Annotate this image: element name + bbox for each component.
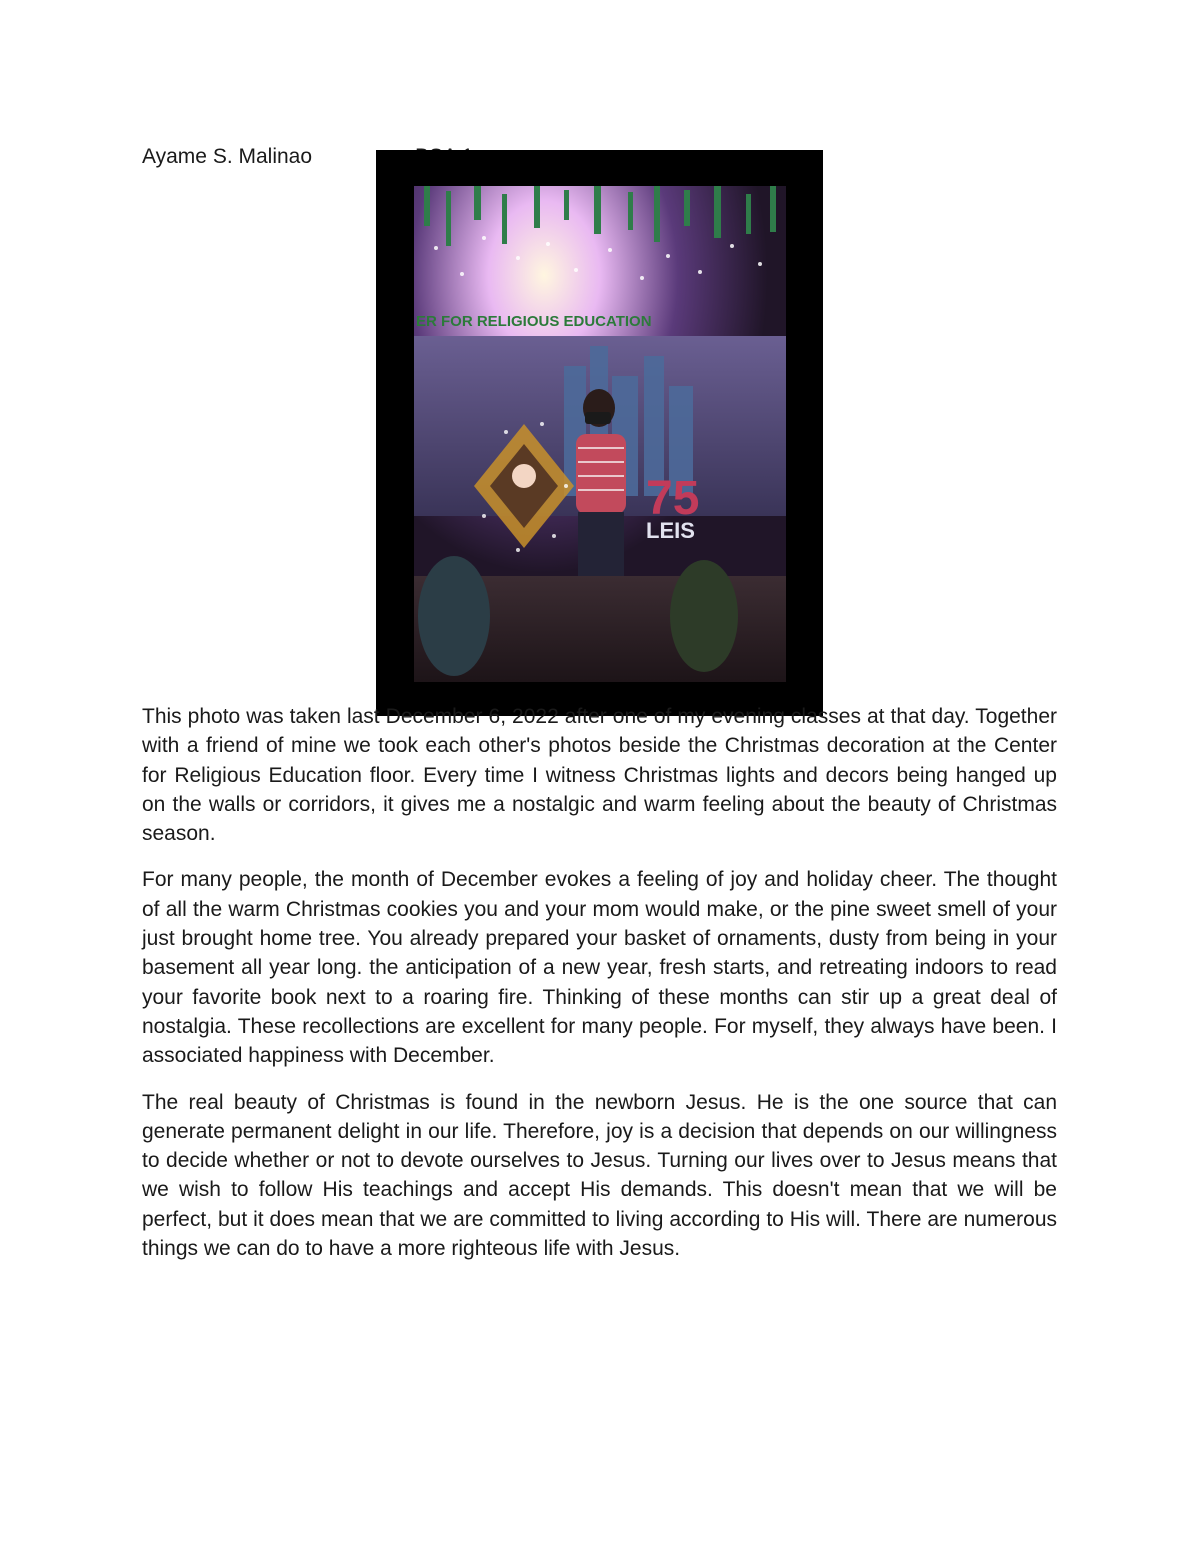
paragraph: For many people, the month of December evokes a feeling of joy and holiday cheer. The thought of all the warm Christmas cookies you and your mom would make, or the pine sweet smell of your just brought home tree. You already prepared your basket of ornaments, dusty from being in your basement all year long. the anticipation of a new year, fresh starts, and retreating indoors to read your favorite book next to a roaring fire. Thinking of these months can stir up a great deal of nostalgia. These recollections are excellent for many people. For myself, they always have been. I associated happiness with December. bbox=[142, 868, 1057, 1068]
badge-text: LEIS bbox=[646, 518, 695, 543]
badge-number: 75 bbox=[646, 472, 700, 525]
paragraph: The real beauty of Christmas is found in the newborn Jesus. He is the one source that can generate permanent delight in our life. Therefore, joy is a decision that depends on our willingness to decide whether or not to devote ourselves to Jesus. Turning our lives over to Jesus means that we wish to follow His teachings and accept His demands. This doesn't mean that we will be perfect, but it does mean that we are committed to living according to His will. There are numerous things we can do to have a more righteous life with Jesus. bbox=[142, 1090, 1057, 1261]
essay-body bbox=[142, 702, 1057, 1280]
author-line bbox=[142, 143, 312, 171]
photo-frame bbox=[376, 150, 823, 716]
author-name: Ayame S. Malinao bbox=[142, 145, 313, 168]
banner-text: ER FOR RELIGIOUS EDUCATION bbox=[416, 313, 652, 330]
christmas-photo bbox=[414, 186, 786, 682]
paragraph: This photo was taken last December 6, 2022 after one of my evening classes at that day. Together with a friend of mine we took each other's photos beside the Christmas decoration at the Center for Religious Education floor. Every time I witness Christmas lights and decors being hanged up on the walls or corridors, it gives me a nostalgic and warm feeling about the beauty of Christmas season. bbox=[142, 705, 1057, 846]
